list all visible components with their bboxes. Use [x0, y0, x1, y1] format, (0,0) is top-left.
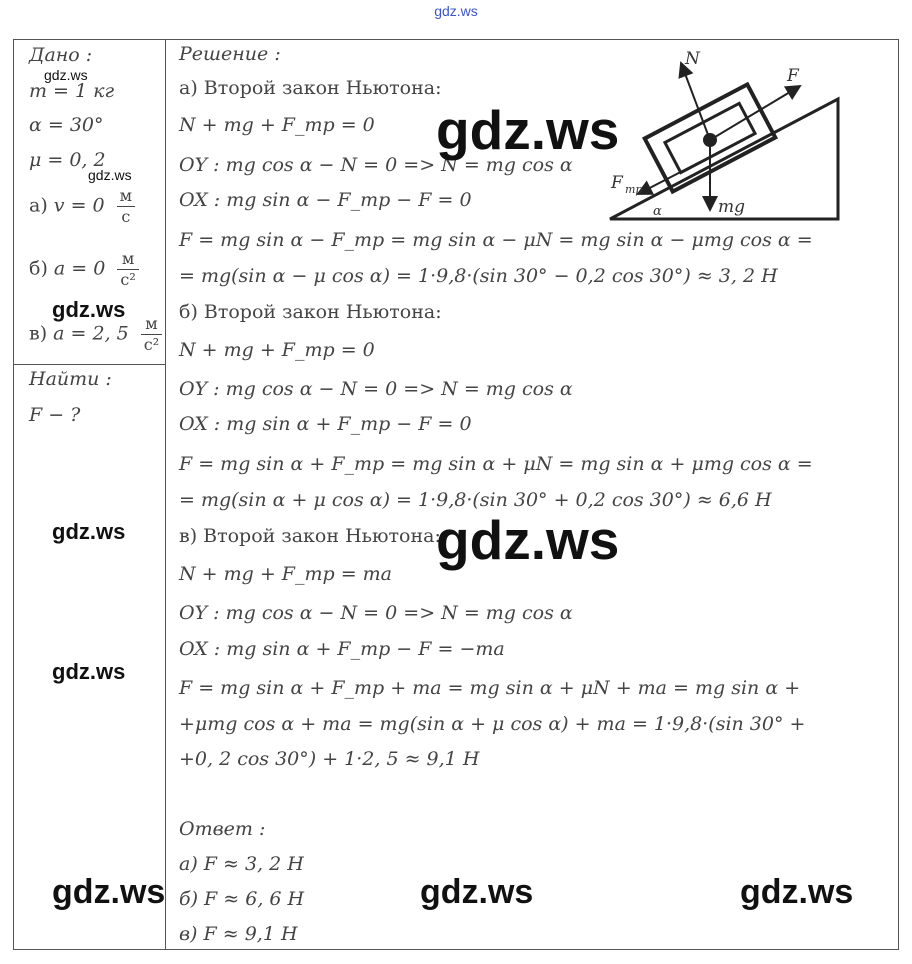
watermark: gdz.ws [52, 873, 166, 911]
solution-title: Решение : [179, 43, 281, 65]
given-friction-coef: μ = 0, 2 [29, 149, 106, 171]
angle-label: α [653, 204, 662, 219]
inclined-plane-diagram [605, 48, 845, 223]
part-a-force-formula: F = mg sin α − F_тр = mg sin α − μN = mg sin α − μmg cos α = [179, 229, 813, 251]
watermark: gdz.ws [740, 873, 854, 911]
unit-fraction: $\frac{м}{\text{с²}}$ [141, 314, 162, 355]
site-link[interactable]: gdz.ws [434, 3, 478, 19]
given-case-a: а) v = 0 $\frac{м}{с}$ [29, 186, 135, 227]
normal-force-label: N [685, 49, 700, 69]
part-b-heading: б) Второй закон Ньютона: [179, 301, 442, 323]
part-b-ox-equation: OX : mg sin α + F_тр − F = 0 [179, 413, 472, 435]
friction-force-subscript: тр [625, 183, 643, 196]
watermark: gdz.ws [420, 873, 534, 911]
given-title: Дано : [29, 44, 93, 66]
find-title: Найти : [29, 368, 112, 390]
gravity-force-label: mg [718, 197, 746, 217]
part-b-oy-equation: OY : mg cos α − N = 0 => N = mg cos α [179, 378, 573, 400]
normal-force-arrow [681, 63, 710, 140]
part-c-vector-equation: N + mg + F_тр = ma [179, 563, 393, 585]
given-case-b: б) a = 0 $\frac{м}{\text{с²}}$ [29, 249, 139, 290]
given-mass: m = 1 кг [29, 80, 115, 102]
given-find-divider [13, 364, 166, 365]
given-case-c: в) a = 2, 5 $\frac{м}{\text{с²}}$ [29, 314, 162, 355]
unit-fraction: $\frac{м}{с}$ [117, 186, 135, 227]
part-a-vector-equation: N + mg + F_тр = 0 [179, 114, 375, 136]
answer-a: а) F ≈ 3, 2 Н [179, 853, 304, 875]
watermark: gdz.ws [44, 67, 88, 83]
part-b-force-formula: F = mg sin α + F_тр = mg sin α + μN = mg sin α + μmg cos α = [179, 453, 813, 475]
watermark: gdz.ws [436, 99, 620, 161]
watermark: gdz.ws [52, 519, 126, 544]
part-a-force-result: = mg(sin α − μ cos α) = 1·9,8·(sin 30° − 0,2 cos 30°) ≈ 3, 2 Н [179, 265, 778, 287]
unit-fraction: $\frac{м}{\text{с²}}$ [117, 249, 138, 290]
part-c-ox-equation: OX : mg sin α + F_тр − F = −ma [179, 638, 505, 660]
part-a-heading: а) Второй закон Ньютона: [179, 77, 442, 99]
answer-title: Ответ : [179, 818, 266, 840]
watermark: gdz.ws [52, 297, 126, 322]
watermark: gdz.ws [52, 659, 126, 684]
part-a-ox-equation: OX : mg sin α − F_тр − F = 0 [179, 189, 472, 211]
watermark: gdz.ws [436, 509, 620, 571]
answer-c: в) F ≈ 9,1 Н [179, 923, 298, 945]
column-divider [165, 39, 166, 950]
part-c-oy-equation: OY : mg cos α − N = 0 => N = mg cos α [179, 602, 573, 624]
friction-force-label: F [611, 173, 623, 193]
part-b-vector-equation: N + mg + F_тр = 0 [179, 339, 375, 361]
part-c-force-formula-cont: +μmg cos α + ma = mg(sin α + μ cos α) + ma = 1·9,8·(sin 30° + [179, 713, 806, 735]
answer-b: б) F ≈ 6, 6 Н [179, 888, 305, 910]
part-c-force-result: +0, 2 cos 30°) + 1·2, 5 ≈ 9,1 Н [179, 748, 480, 770]
find-value: F − ? [29, 404, 81, 426]
part-c-heading: в) Второй закон Ньютона: [179, 525, 441, 547]
applied-force-label: F [787, 66, 799, 86]
part-b-force-result: = mg(sin α + μ cos α) = 1·9,8·(sin 30° + 0,2 cos 30°) ≈ 6,6 Н [179, 489, 772, 511]
part-a-oy-equation: OY : mg cos α − N = 0 => N = mg cos α [179, 154, 573, 176]
watermark: gdz.ws [88, 167, 132, 183]
part-c-force-formula: F = mg sin α + F_тр + ma = mg sin α + μN + ma = mg sin α + [179, 677, 801, 699]
given-angle: α = 30° [29, 114, 104, 136]
